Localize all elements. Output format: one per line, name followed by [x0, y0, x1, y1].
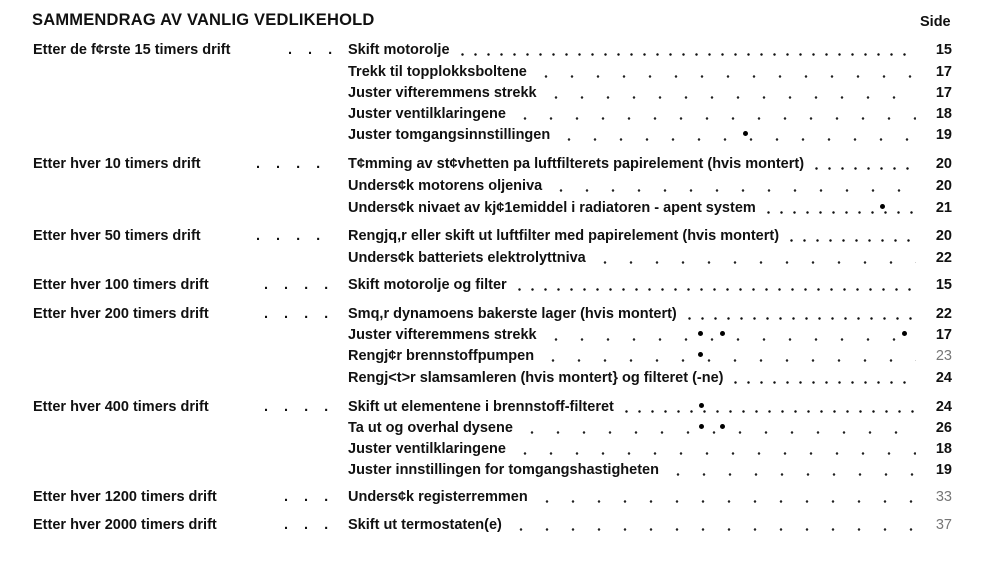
list-item: [348, 487, 916, 507]
page-number: 22: [935, 306, 952, 322]
item-text: Juster vifteremmens strekk: [348, 85, 537, 101]
leader-dots: . . . .: [256, 228, 327, 244]
item-text: Skift ut elementene i brennstoff-filteret: [348, 399, 614, 415]
interval-label: Etter hver 50 timers drift: [33, 228, 201, 244]
interval-label: Etter hver 10 timers drift: [33, 156, 201, 172]
list-item: [348, 154, 916, 174]
leader-dots: [533, 75, 916, 78]
item-text: Juster vifteremmens strekk: [348, 327, 537, 343]
item-text: Skift ut termostaten(e): [348, 517, 502, 533]
leader-dots: [512, 452, 916, 455]
page-number: 17: [935, 85, 952, 101]
bullet-mark: [720, 424, 725, 429]
leader-dots: [456, 53, 916, 56]
item-text: Juster ventilklaringene: [348, 441, 506, 457]
leader-dots: . . . .: [264, 306, 335, 322]
item-text: Trekk til topplokksboltene: [348, 64, 527, 80]
list-item: [348, 176, 916, 196]
item-text: Unders¢k nivaet av kj¢1emiddel i radiatoren - apent system: [348, 200, 756, 216]
leader-dots: . . .: [284, 517, 335, 533]
leader-dots: [683, 317, 916, 320]
item-text: Rengj<t>r slamsamleren (hvis montert} og filteret (-ne): [348, 370, 724, 386]
page-title: SAMMENDRAG AV VANLIG VEDLIKEHOLD: [32, 11, 375, 29]
page-number: 24: [935, 370, 952, 386]
bullet-mark: [699, 424, 704, 429]
leader-dots: [592, 261, 916, 264]
list-item: [348, 226, 916, 246]
leader-dots: [543, 338, 916, 341]
page-column-header: Side: [920, 14, 951, 30]
page-number: 15: [935, 277, 952, 293]
bullet-mark: [902, 331, 907, 336]
page-number: 21: [935, 200, 952, 216]
list-item: [348, 83, 916, 103]
leader-dots: . . .: [284, 489, 335, 505]
bullet-mark: [699, 403, 704, 408]
list-item: [348, 62, 916, 82]
leader-dots: [810, 167, 916, 170]
item-text: Juster ventilklaringene: [348, 106, 506, 122]
interval-label: Etter hver 2000 timers drift: [33, 517, 217, 533]
list-item: [348, 125, 916, 145]
list-item: [348, 460, 916, 480]
leader-dots: . . . .: [256, 156, 327, 172]
leader-dots: [513, 288, 916, 291]
list-item: [348, 198, 916, 218]
leader-dots: . . . .: [264, 399, 335, 415]
leader-dots: [519, 431, 916, 434]
leader-dots: [548, 189, 916, 192]
interval-label: Etter hver 1200 timers drift: [33, 489, 217, 505]
leader-dots: [534, 500, 916, 503]
item-text: Rengjq,r eller skift ut luftfilter med papirelement (hvis montert): [348, 228, 780, 244]
page-number: 18: [935, 441, 952, 457]
page-number: 19: [935, 127, 952, 143]
bullet-mark: [743, 131, 748, 136]
bullet-mark: [720, 331, 725, 336]
leader-dots: [540, 359, 916, 362]
page-number: 18: [935, 106, 952, 122]
leader-dots: [620, 410, 916, 413]
item-text: Juster innstillingen for tomgangshastigheten: [348, 462, 659, 478]
item-text: T¢mming av st¢vhetten pa luftfilterets papirelement (hvis montert): [348, 156, 805, 172]
item-text: Unders¢k registerremmen: [348, 489, 528, 505]
leader-dots: [543, 96, 916, 99]
list-item: [348, 368, 916, 388]
list-item: [348, 275, 916, 295]
page-number: 20: [935, 228, 952, 244]
leader-dots: [785, 239, 916, 242]
page-number: 26: [935, 420, 952, 436]
page-number: 23: [935, 348, 952, 364]
bullet-mark: [698, 331, 703, 336]
item-text: Unders¢k batteriets elektrolyttniva: [348, 250, 586, 266]
interval-label: Etter de f¢rste 15 timers drift: [33, 42, 231, 58]
list-item: [348, 248, 916, 268]
list-item: [348, 104, 916, 124]
interval-label: Etter hver 100 timers drift: [33, 277, 209, 293]
leader-dots: [665, 473, 916, 476]
item-text: Ta ut og overhal dysene: [348, 420, 513, 436]
leader-dots: [512, 117, 916, 120]
page-number: 37: [935, 517, 952, 533]
page-number: 17: [935, 327, 952, 343]
item-text: Skift motorolje: [348, 42, 450, 58]
interval-label: Etter hver 200 timers drift: [33, 306, 209, 322]
list-item: [348, 397, 916, 417]
leader-dots: [556, 138, 916, 141]
page-number: 33: [935, 489, 952, 505]
list-item: [348, 515, 916, 535]
interval-label: Etter hver 400 timers drift: [33, 399, 209, 415]
leader-dots: [508, 528, 916, 531]
item-text: Unders¢k motorens oljeniva: [348, 178, 543, 194]
item-text: Juster tomgangsinnstillingen: [348, 127, 551, 143]
page-number: 15: [935, 42, 952, 58]
bullet-mark: [880, 204, 885, 209]
list-item: [348, 304, 916, 324]
item-text: Rengj¢r brennstoffpumpen: [348, 348, 535, 364]
list-item: [348, 40, 916, 60]
page-number: 17: [935, 64, 952, 80]
leader-dots: . . . .: [264, 277, 335, 293]
list-item: [348, 418, 916, 438]
page-number: 22: [935, 250, 952, 266]
list-item: [348, 439, 916, 459]
bullet-mark: [698, 352, 703, 357]
page-number: 20: [935, 178, 952, 194]
leader-dots: . . .: [288, 42, 339, 58]
item-text: Smq,r dynamoens bakerste lager (hvis montert): [348, 306, 677, 322]
page-number: 24: [935, 399, 952, 415]
leader-dots: [762, 211, 916, 214]
list-item: [348, 325, 916, 345]
item-text: Skift motorolje og filter: [348, 277, 507, 293]
list-item: [348, 346, 916, 366]
page-number: 20: [935, 156, 952, 172]
leader-dots: [729, 381, 916, 384]
page-number: 19: [935, 462, 952, 478]
